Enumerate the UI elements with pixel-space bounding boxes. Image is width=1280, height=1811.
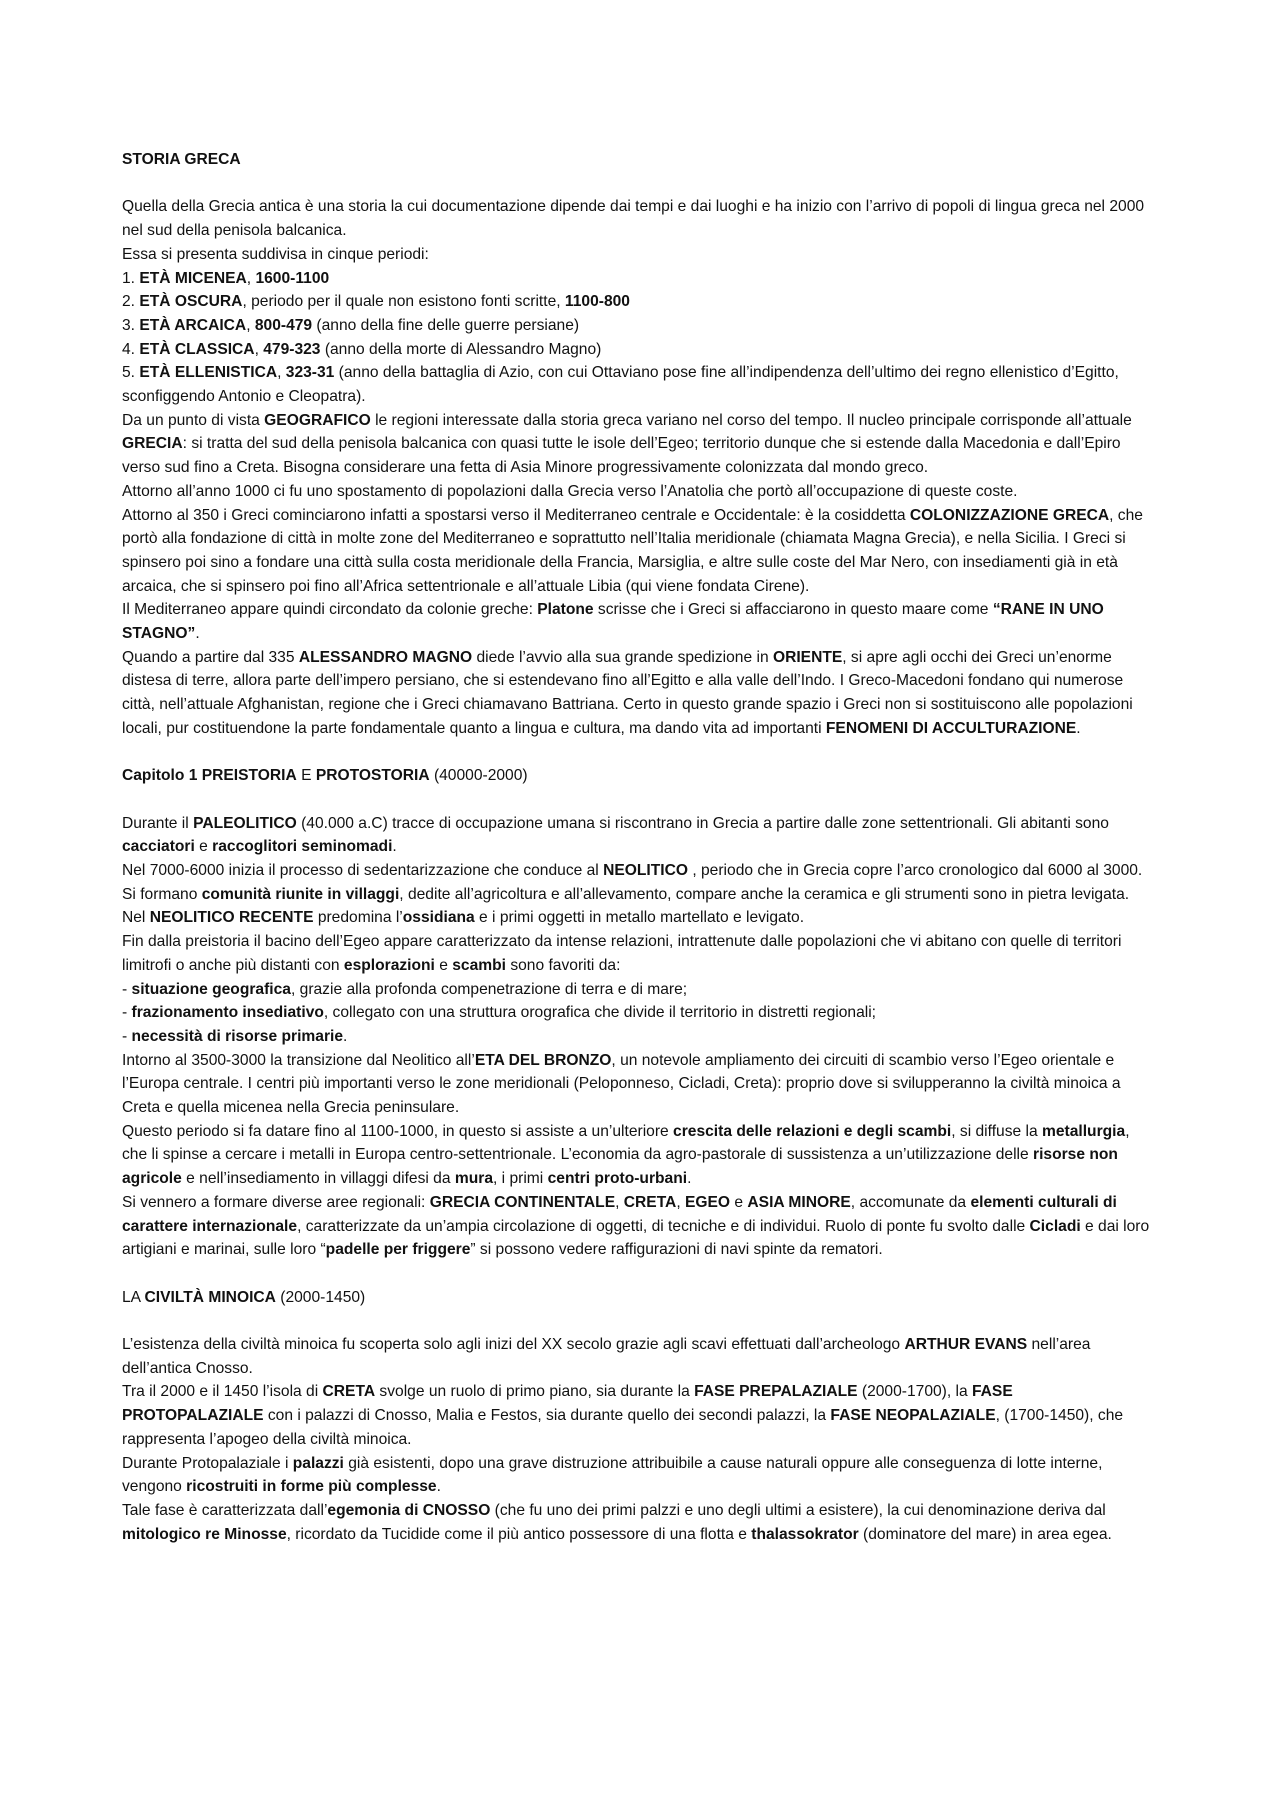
bold-text: ETÀ OSCURA <box>139 293 243 311</box>
text-run: Intorno al 3500-3000 la transizione dal Neolitico all’ <box>122 1051 475 1069</box>
paragraph <box>122 978 1158 1002</box>
text-run: . <box>195 625 200 643</box>
bold-text: mitologico re Minosse <box>122 1525 287 1543</box>
text-run: 1. <box>122 269 140 287</box>
spacer <box>122 1262 1158 1286</box>
paragraph <box>122 1452 1158 1499</box>
bold-text: frazionamento insediativo <box>131 1004 324 1022</box>
text-run: Nel <box>122 909 150 927</box>
bold-text: 479-323 <box>263 340 321 358</box>
bold-text: ASIA MINORE <box>747 1193 851 1211</box>
text-run: Tra il 2000 e il 1450 l’isola di <box>122 1383 323 1401</box>
text-run: Essa si presenta suddivisa in cinque periodi: <box>122 245 429 263</box>
paragraph <box>122 267 1158 291</box>
bold-text: GRECIA <box>122 435 183 453</box>
text-run: (dominatore del mare) in area egea. <box>858 1525 1112 1543</box>
text-run: , si diffuse la <box>951 1122 1042 1140</box>
text-run: . <box>687 1170 692 1188</box>
bold-text: necessità di risorse primarie <box>131 1027 344 1045</box>
paragraph <box>122 243 1158 267</box>
text-run: già esistenti, dopo una grave distruzione attribuibile a cause naturali oppure alle conseguenza di lotte interne, vengono <box>122 1454 1103 1496</box>
paragraph <box>122 290 1158 314</box>
bold-text: FENOMENI DI ACCULTURAZIONE <box>825 719 1077 737</box>
text-run: ” si possono vedere raffigurazioni di navi spinte da rematori. <box>470 1241 883 1259</box>
bold-text: “RANE IN UNO STAGNO” <box>122 601 1104 643</box>
text-run: Quando a partire dal 335 <box>122 648 299 666</box>
paragraph <box>122 812 1158 859</box>
bold-text: crescita delle relazioni e degli scambi <box>673 1122 952 1140</box>
text-run: , che li spinse a cercare i metalli in Europa centro-settentrionale. L’economia da agro-pastorale di sussistenza a un’utilizzazione delle <box>122 1122 1130 1164</box>
text-run: , periodo che in Grecia copre l’arco cronologico dal 6000 al 3000. Si formano <box>122 862 1143 903</box>
text-run: , <box>254 340 264 358</box>
bold-text: ETÀ MICENEA <box>139 269 247 287</box>
paragraph <box>122 195 1158 242</box>
paragraph <box>122 598 1158 645</box>
text-run: , dedite all’agricoltura e all’allevamento, compare anche la ceramica e gli strumenti sono in pietra levigata. <box>399 885 1130 903</box>
paragraph <box>122 314 1158 338</box>
text-run: Attorno all’anno 1000 ci fu uno spostamento di popolazioni dalla Grecia verso l’Anatolia che portò all’occupazione di queste coste. <box>122 482 1018 500</box>
bold-text: risorse non agricole <box>122 1146 1118 1188</box>
bold-text: ETÀ ARCAICA <box>139 316 247 334</box>
text-run: . <box>436 1478 441 1496</box>
bold-text: FASE PROTOPALAZIALE <box>122 1383 1013 1425</box>
text-run: 2. <box>122 293 140 311</box>
text-run: , grazie alla profonda compenetrazione di terra e di mare; <box>290 980 688 998</box>
bold-text: esplorazioni <box>343 956 435 974</box>
bold-text: 800-479 <box>254 316 313 334</box>
text-run: (anno della morte di Alessandro Magno) <box>320 340 602 358</box>
text-run: (anno della battaglia di Azio, con cui Ottaviano pose fine all’indipendenza dell’ultimo dei regno ellenistico d’Egitto, sconfiggendo Antonio e Cleopatra). <box>122 364 1119 406</box>
text-run: , che portò alla fondazione di città in molte zone del Mediterraneo e soprattutto nell’Italia meridionale (chiamata Magna Grecia), e nella Sicilia. I Greci si spinsero poi sino a fondare una città sulla costa meridionale della Francia, Marsiglia, e altre sulle coste del Mar Nero, con insediamenti già in età arcaica, che si spinsero poi fino all’Africa settentrionale e all’attuale Libia (qui viene fondata Cirene). <box>122 506 1143 595</box>
bold-text: ETA DEL BRONZO <box>474 1051 612 1069</box>
text-run: (2000-1700), la <box>857 1383 972 1401</box>
text-run: le regioni interessate dalla storia greca variano nel corso del tempo. Il nucleo principale corrisponde all’attuale <box>370 411 1132 429</box>
chapter-1-heading <box>122 764 1158 788</box>
text-run: con i palazzi di Cnosso, Malia e Festos, sia durante quello dei secondi palazzi, la <box>263 1407 831 1425</box>
text-run: Quella della Grecia antica è una storia la cui documentazione dipende dai tempi e dai luoghi e ha inizio con l’arrivo di popoli di lingua greca nel 2000 nel sud della penisola balcanica. <box>122 198 1145 240</box>
paragraph <box>122 1120 1158 1191</box>
paragraph <box>122 1499 1158 1546</box>
text-run: nell’area dell’antica Cnosso. <box>122 1336 1091 1377</box>
bold-text: ORIENTE <box>772 648 843 666</box>
text-run: , periodo per il quale non esistono fonti scritte, <box>242 293 565 311</box>
paragraph <box>122 906 1158 930</box>
text-run: , <box>277 364 286 382</box>
text-run: Fin dalla preistoria il bacino dell’Egeo appare caratterizzato da intense relazioni, intrattenute dalle popolazioni che vi abitano con quelle di territori limitrofi o anche più distanti con <box>122 933 1122 974</box>
text-run: e i primi oggetti in metallo martellato e levigato. <box>474 909 805 927</box>
paragraph <box>122 361 1158 408</box>
text-run: - <box>122 1027 132 1045</box>
spacer <box>122 741 1158 765</box>
bold-text: comunità riunite in villaggi <box>201 885 400 903</box>
bold-text: 1600-1100 <box>255 269 330 287</box>
text-run: Il Mediterraneo appare quindi circondato da colonie greche: <box>122 601 538 619</box>
text-run: Tale fase è caratterizzata dall’ <box>122 1502 328 1519</box>
text-run: sono favoriti da: <box>505 956 621 974</box>
text-run: e dai loro artigiani e marinai, sulle loro “ <box>122 1217 1150 1259</box>
spacer <box>122 788 1158 812</box>
bold-text: ARTHUR EVANS <box>904 1336 1028 1354</box>
paragraph <box>122 1001 1158 1025</box>
bold-text: GEOGRAFICO <box>264 411 371 429</box>
bold-text: Cicladi <box>1029 1217 1081 1235</box>
text-run: , <box>246 269 256 287</box>
text-run: Si vennero a formare diverse aree regionali: <box>122 1193 430 1211</box>
text-run: (che fu uno dei primi palzzi e uno degli ultimi a esistere), la cui denominazione deriva dal <box>490 1502 1106 1519</box>
text-run: . <box>1076 719 1081 737</box>
text-run: (2000-1450) <box>275 1288 366 1306</box>
text-run: - <box>122 980 132 998</box>
text-run: . <box>392 838 397 856</box>
text-run: Da un punto di vista <box>122 411 265 429</box>
bold-text: ETÀ ELLENISTICA <box>139 364 278 382</box>
text-run: (40.000 a.C) tracce di occupazione umana si riscontrano in Grecia a partire dalle zone settentrionali. Gli abitanti sono <box>296 814 1109 832</box>
text-run: 3. <box>122 316 140 334</box>
bold-text: thalassokrator <box>751 1525 859 1543</box>
bold-text: mura <box>454 1170 494 1188</box>
bold-text: CRETA <box>623 1193 677 1211</box>
bold-text: cacciatori <box>122 838 195 856</box>
paragraph <box>122 480 1158 504</box>
text-run: , un notevole ampliamento dei circuiti di scambio verso l’Egeo orientale e l’Europa centrale. I centri più importanti verso le zone meridionali (Peloponneso, Cicladi, Creta): proprio dove si svilupperanno la civiltà minoica a Creta e quella micenea nella Grecia peninsulare. <box>122 1051 1121 1117</box>
bold-text: FASE PREPALAZIALE <box>694 1383 858 1401</box>
paragraph <box>122 1049 1158 1120</box>
bold-text: NEOLITICO RECENTE <box>149 909 314 927</box>
text-run: , <box>615 1193 624 1211</box>
bold-text: GRECIA CONTINENTALE <box>429 1193 616 1211</box>
text-run: - <box>122 1004 132 1022</box>
document-title: STORIA GRECA <box>122 151 241 168</box>
text-run: diede l’avvio alla sua grande spedizione in <box>472 648 773 666</box>
bold-text: ETÀ CLASSICA <box>139 340 255 358</box>
bold-text: COLONIZZAZIONE GRECA <box>909 506 1110 524</box>
bold-text: palazzi <box>292 1454 344 1472</box>
bold-text: FASE NEOPALAZIALE <box>830 1407 996 1425</box>
bold-text: raccoglitori seminomadi <box>212 838 393 856</box>
text-run: Questo periodo si fa datare fino al 1100-1000, in questo si assiste a un’ulteriore <box>122 1122 674 1140</box>
bold-text: CRETA <box>322 1383 376 1401</box>
text-run: e <box>194 838 213 856</box>
paragraph <box>122 504 1158 599</box>
bold-text: PROTOSTORIA <box>315 767 430 785</box>
paragraph <box>122 1333 1158 1380</box>
bold-text: elementi culturali di carattere internazionale <box>122 1193 1117 1235</box>
text-run: (40000-2000) <box>429 767 528 785</box>
text-run: Nel 7000-6000 inizia il processo di sedentarizzazione che conduce al <box>122 862 604 880</box>
paragraph <box>122 930 1158 977</box>
text-run: . <box>343 1027 348 1045</box>
bold-text: PALEOLITICO <box>193 814 297 832</box>
text-run: Attorno al 350 i Greci cominciarono infatti a spostarsi verso il Mediterraneo centrale e Occidentale: è la cosiddetta <box>122 506 910 524</box>
bold-text: 1100-800 <box>564 293 630 311</box>
bold-text: centri proto-urbani <box>547 1170 688 1188</box>
text-run: E <box>296 767 316 785</box>
bold-text: Platone <box>537 601 594 619</box>
spacer <box>122 1309 1158 1333</box>
bold-text: ALESSANDRO MAGNO <box>298 648 473 666</box>
text-run: (anno della fine delle guerre persiane) <box>312 316 580 334</box>
bold-text: ricostruiti in forme più complesse <box>186 1478 437 1496</box>
text-run: 4. <box>122 340 140 358</box>
text-run: , si apre agli occhi dei Greci un’enorme distesa di terre, allora parte dell’impero persiano, che si estendevano fino all’Egitto e alla valle dell’Indo. I Greco-Macedoni fondano qui numerose città, nell’attuale Afghanistan, regione che i Greci chiamavano Battriana. Certo in questo grande spazio i Greci non si sostituiscono alle popolazioni locali, pur costituendone la parte fondamentale quanto a lingua e cultura, ma dando vita ad importanti <box>122 648 1133 737</box>
text-run: , caratterizzate da un’ampia circolazione di oggetti, di tecniche e di individui. Ruolo di ponte fu svolto dalle <box>297 1217 1030 1235</box>
paragraph <box>122 1380 1158 1451</box>
minoan-heading <box>122 1286 1158 1310</box>
text-run: e nell’insediamento in villaggi difesi da <box>181 1170 455 1188</box>
intro-section <box>122 195 1158 740</box>
text-run: , <box>246 316 255 334</box>
text-run: , accomunate da <box>850 1193 971 1211</box>
bold-text: padelle per friggere <box>325 1241 471 1259</box>
text-run: e <box>730 1193 748 1211</box>
text-run: , i primi <box>493 1170 548 1188</box>
paragraph <box>122 1025 1158 1049</box>
text-run: L’esistenza della civiltà minoica fu scoperta solo agli inizi del XX secolo grazie agli scavi effettuati dall’archeologo <box>122 1336 905 1354</box>
text-run: LA <box>122 1288 145 1306</box>
text-run: e <box>434 956 453 974</box>
text-run: , <box>676 1193 685 1211</box>
bold-text: EGEO <box>685 1193 731 1211</box>
text-run: 5. <box>122 364 140 382</box>
text-run: Durante Protopalaziale i <box>122 1454 293 1472</box>
text-run: predomina l’ <box>313 909 403 927</box>
bold-text: 323-31 <box>285 364 335 382</box>
text-run: , ricordato da Tucidide come il più antico possessore di una flotta e <box>286 1525 752 1543</box>
text-run: Durante il <box>122 814 194 832</box>
bold-text: NEOLITICO <box>603 862 689 880</box>
bold-text: CIVILTÀ MINOICA <box>144 1288 276 1306</box>
text-run: scrisse che i Greci si affacciarono in questo maare come <box>593 601 993 619</box>
bold-text: ossidiana <box>402 909 475 927</box>
bold-text: egemonia di CNOSSO <box>327 1502 491 1519</box>
bold-text: Capitolo 1 PREISTORIA <box>122 767 297 785</box>
text-run: svolge un ruolo di primo piano, sia durante la <box>375 1383 695 1401</box>
spacer <box>122 172 1158 196</box>
paragraph <box>122 646 1158 741</box>
paragraph <box>122 1191 1158 1262</box>
text-run: , (1700-1450), che rappresenta l’apogeo della civiltà minoica. <box>122 1407 1124 1448</box>
bold-text: metallurgia <box>1041 1122 1126 1140</box>
text-run: , collegato con una struttura orografica che divide il territorio in distretti regionali; <box>323 1004 877 1022</box>
bold-text: situazione geografica <box>131 980 291 998</box>
chapter-1-section <box>122 812 1158 1262</box>
paragraph <box>122 338 1158 362</box>
minoan-section <box>122 1333 1158 1546</box>
paragraph <box>122 859 1158 906</box>
paragraph <box>122 409 1158 480</box>
text-run: : si tratta del sud della penisola balcanica con quasi tutte le isole dell’Egeo; territorio dunque che si estende dalla Macedonia e dall’Epiro verso sud fino a Creta. Bisogna considerare una fetta di Asia Minore progressivamente colonizzata dal mondo greco. <box>122 435 1121 477</box>
bold-text: scambi <box>452 956 506 974</box>
